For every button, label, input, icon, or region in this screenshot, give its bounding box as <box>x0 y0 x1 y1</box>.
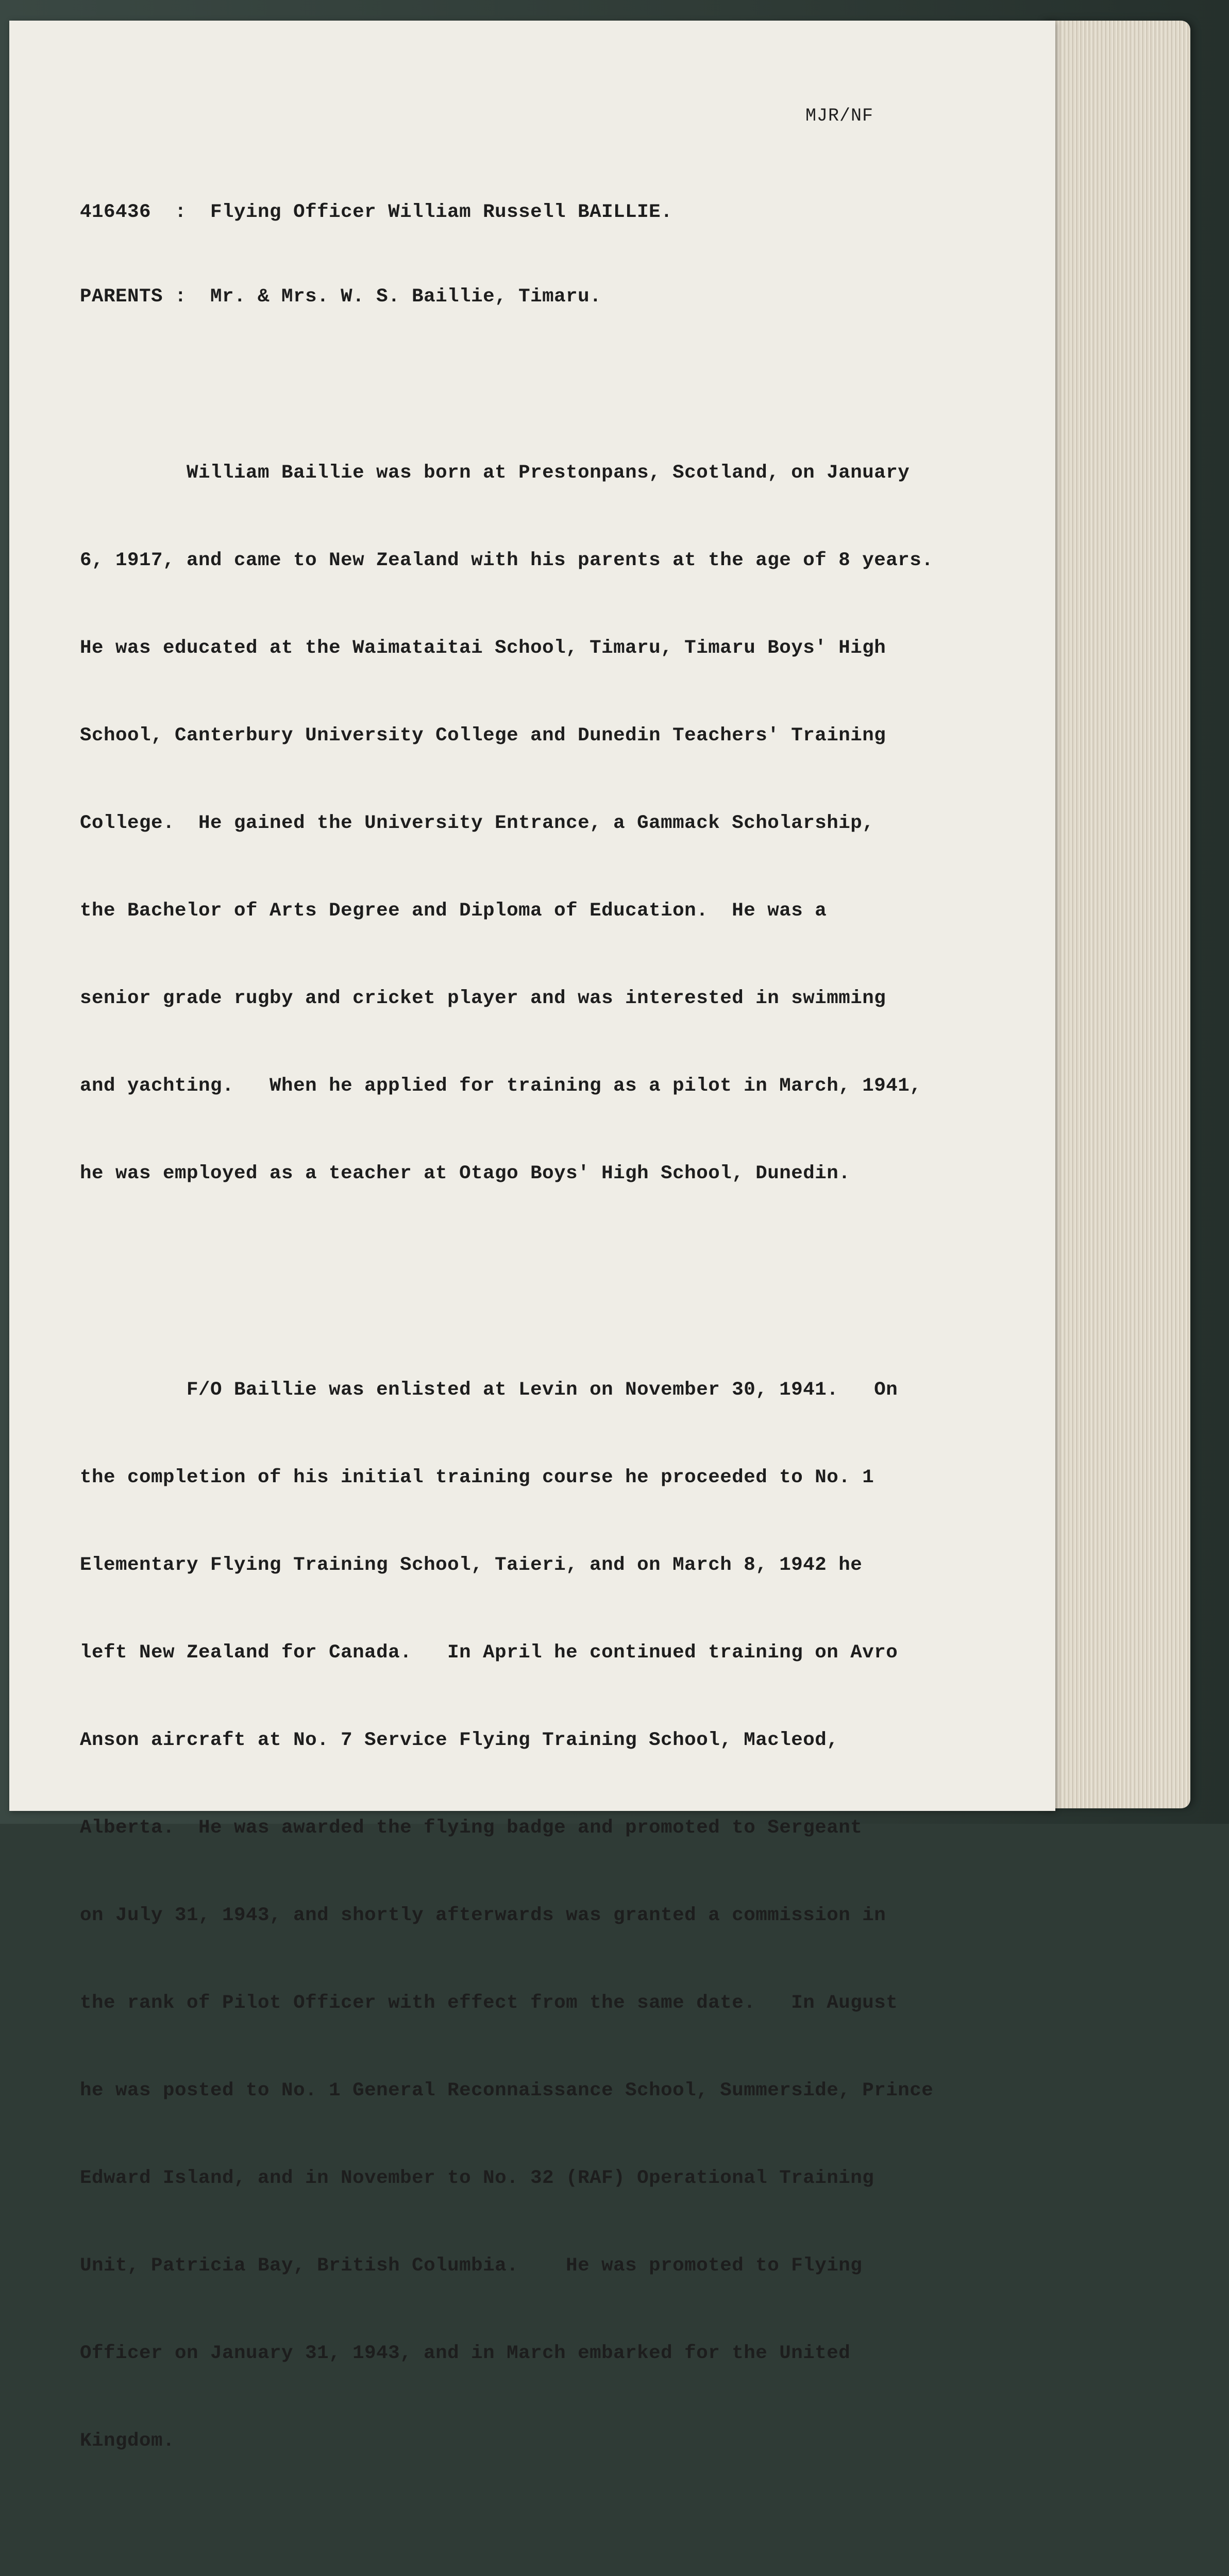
text-line: the completion of his initial training course he proceeded to No. 1 <box>80 1467 874 1488</box>
text-line: 6, 1917, and came to New Zealand with his parents at the age of 8 years. <box>80 550 934 571</box>
text-line: Kingdom. <box>80 2430 175 2452</box>
text-line: Unit, Patricia Bay, British Columbia. He was promoted to Flying <box>80 2255 863 2277</box>
text-line: William Baillie was born at Prestonpans, Scotland, on January <box>80 462 910 484</box>
typed-body <box>80 147 1059 2576</box>
text-line: F/O Baillie was enlisted at Levin on November 30, 1941. On <box>80 1379 898 1401</box>
text-line: and yachting. When he applied for training as a pilot in March, 1941, <box>80 1075 922 1097</box>
text-line: Anson aircraft at No. 7 Service Flying Training School, Macleod, <box>80 1730 839 1751</box>
parents-line: PARENTS : Mr. & Mrs. W. S. Baillie, Timaru. <box>80 286 602 308</box>
name-line: 416436 : Flying Officer William Russell BAILLIE. <box>80 201 673 223</box>
text-line: Edward Island, and in November to No. 32 (RAF) Operational Training <box>80 2167 874 2189</box>
text-line: School, Canterbury University College and Dunedin Teachers' Training <box>80 725 886 747</box>
text-line: Elementary Flying Training School, Taieri, and on March 8, 1942 he <box>80 1554 863 1576</box>
paragraph-2 <box>80 1325 1059 2506</box>
text-line: left New Zealand for Canada. In April he continued training on Avro <box>80 1642 898 1664</box>
text-line: the Bachelor of Arts Degree and Diploma of Education. He was a <box>80 900 827 922</box>
text-line: the rank of Pilot Officer with effect from the same date. In August <box>80 1992 898 2014</box>
text-line: senior grade rugby and cricket player and was interested in swimming <box>80 988 886 1009</box>
text-line: Officer on January 31, 1943, and in March embarked for the United <box>80 2343 851 2364</box>
text-line: he was employed as a teacher at Otago Boys' High School, Dunedin. <box>80 1163 851 1184</box>
text-line: He was educated at the Waimataitai School, Timaru, Timaru Boys' High <box>80 637 886 659</box>
book-page-edges <box>1041 21 1190 1808</box>
text-line: Alberta. He was awarded the flying badge and promoted to Sergeant <box>80 1817 863 1839</box>
text-line: College. He gained the University Entrance, a Gammack Scholarship, <box>80 812 874 834</box>
text-line: on July 31, 1943, and shortly afterwards was granted a commission in <box>80 1905 886 1926</box>
reference-code: MJR/NF <box>805 106 874 126</box>
paragraph-1 <box>80 408 1059 1239</box>
text-line: he was posted to No. 1 General Reconnaissance School, Summerside, Prince <box>80 2080 934 2102</box>
